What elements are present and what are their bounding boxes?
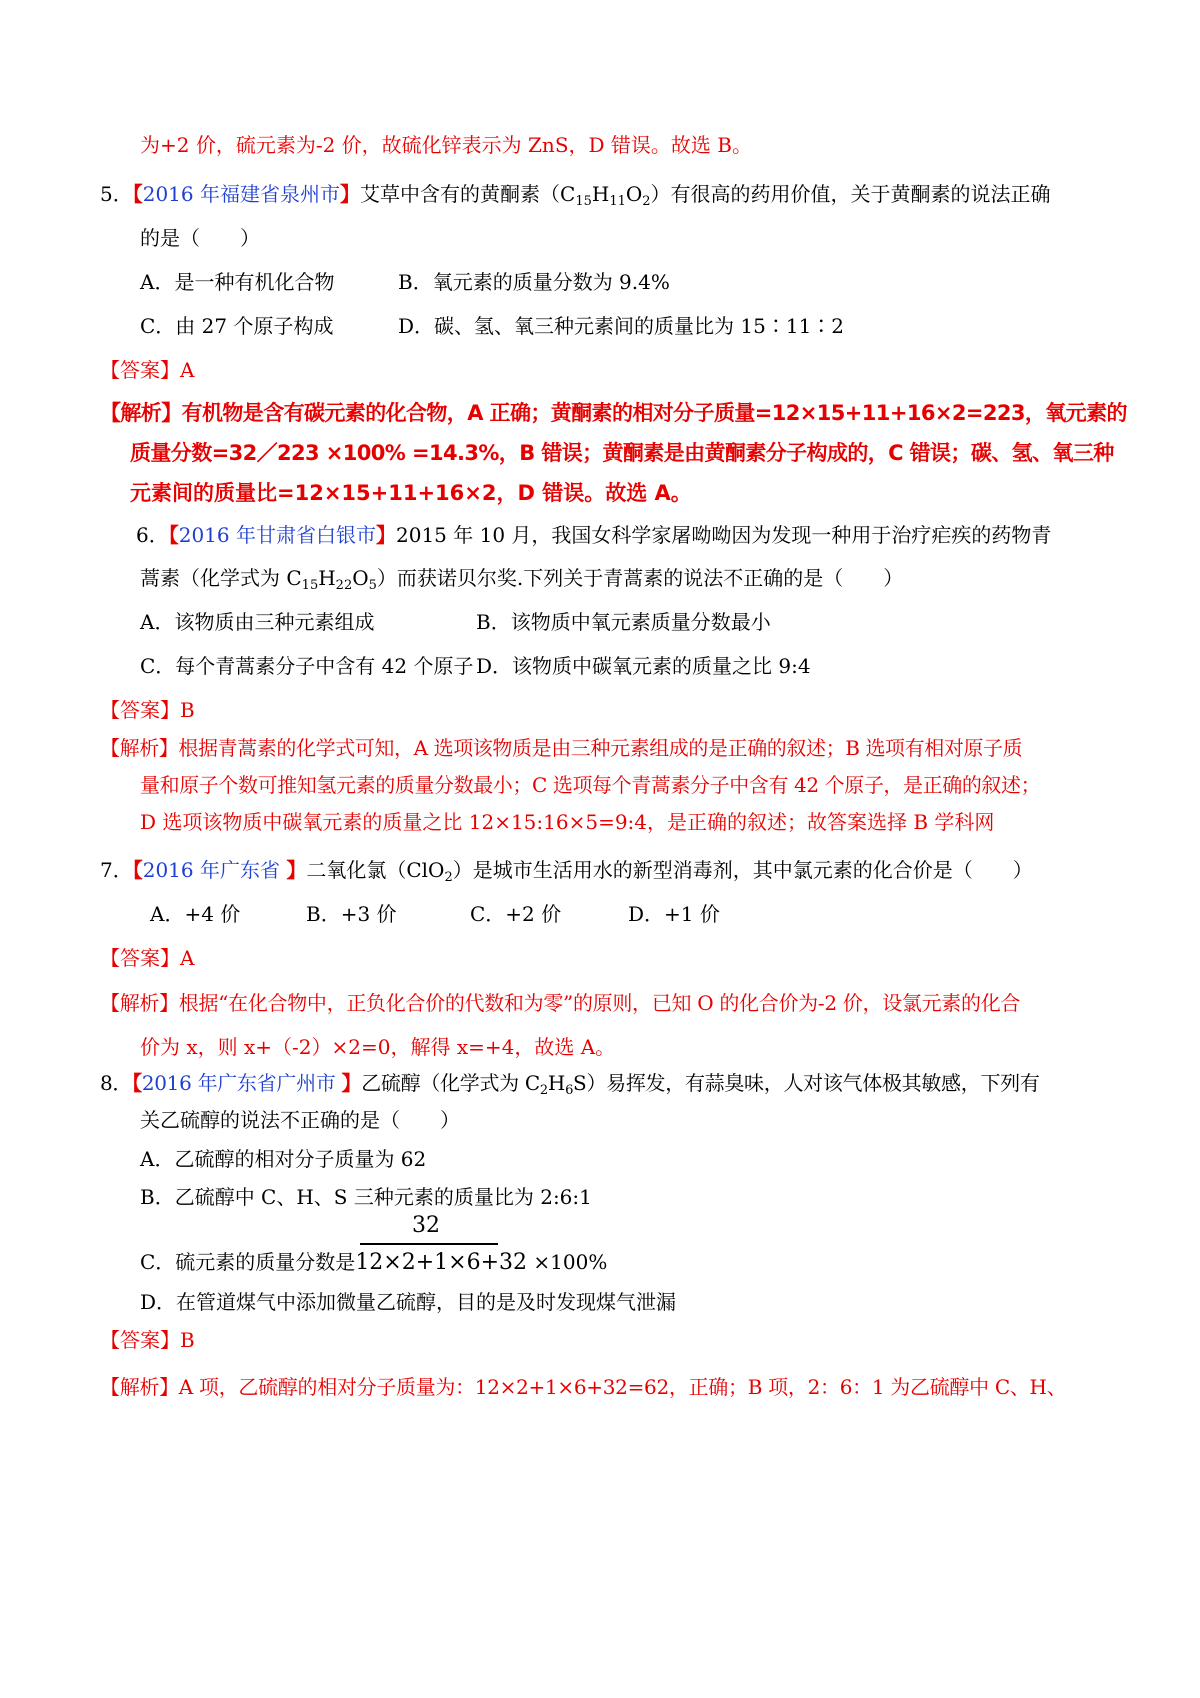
question-5-explanation-line-2: 质量分数=32／223 ×100% =14.3%，B 错误；黄酮素是由黄酮素分子构成的，C 错误；碳、氢、氧三种 [130, 441, 1114, 465]
subscript: 22 [335, 578, 353, 593]
question-6-option-c: C．每个青蒿素分子中含有 42 个原子 [140, 654, 474, 678]
question-source: 2016 年广东省广州市 [141, 1071, 342, 1095]
source-bracket-close: 】 [341, 1071, 362, 1095]
stem-text: H [547, 1071, 566, 1095]
fraction-bar [360, 1243, 498, 1245]
question-7-answer: 【答案】A [100, 946, 195, 970]
option-text: ×100% [527, 1250, 608, 1274]
question-6-explanation-line-2: 量和原子个数可推知氢元素的质量分数最小；C 选项每个青蒿素分子中含有 42 个原子，是正确的叙述； [140, 773, 1041, 797]
stem-text: 蒿素（化学式为 C [140, 566, 302, 590]
question-8-answer: 【答案】B [100, 1328, 195, 1352]
question-8-option-a: A．乙硫醇的相对分子质量为 62 [140, 1147, 427, 1171]
question-number: 6． [136, 523, 169, 547]
subscript: 15 [301, 578, 319, 593]
stem-text: 艾草中含有的黄酮素（C [360, 182, 576, 206]
question-8-stem [100, 1069, 1040, 1097]
question-6-option-d: D．该物质中碳氧元素的质量之比 9:4 [476, 654, 811, 678]
question-7-explanation-line-2: 价为 x，则 x+（-2）×2=0，解得 x=+4，故选 A。 [140, 1035, 616, 1059]
question-8-option-c [140, 1248, 607, 1277]
question-8-option-d: D．在管道煤气中添加微量乙硫醇，目的是及时发现煤气泄漏 [140, 1290, 677, 1314]
stem-text: H [591, 182, 610, 206]
question-5-stem-cont: 的是（ ） [140, 226, 260, 250]
question-source: 2016 年广东省 [142, 858, 287, 882]
question-number: 7． [100, 858, 133, 882]
subscript: 2 [444, 870, 453, 885]
option-text: C．硫元素的质量分数是 [140, 1250, 356, 1274]
subscript: 5 [368, 578, 377, 593]
subscript: 11 [609, 194, 626, 209]
question-7-option-b: B．+3 价 [306, 902, 397, 926]
source-bracket-close: 】 [340, 182, 360, 206]
question-6-answer: 【答案】B [100, 698, 195, 722]
stem-text: H [318, 566, 336, 590]
question-8-option-b: B．乙硫醇中 C、H、S 三种元素的质量比为 2:6:1 [140, 1185, 592, 1209]
stem-text: 二氧化氯（ClO [306, 858, 445, 882]
subscript: 2 [642, 194, 651, 209]
subscript: 15 [575, 194, 592, 209]
stem-text: ）而获诺贝尔奖.下列关于青蒿素的说法不正确的是（ ） [376, 566, 904, 590]
fraction-numerator: 32 [412, 1213, 440, 1238]
source-bracket-open: 【 [168, 523, 179, 547]
question-5-answer: 【答案】A [100, 358, 195, 382]
stem-text: ）有很高的药用价值，关于黄酮素的说法正确 [650, 182, 1051, 206]
stem-text: O [625, 182, 643, 206]
source-bracket-close: 】 [286, 858, 307, 882]
question-source: 2016 年福建省泉州市 [142, 182, 340, 206]
subscript: 2 [539, 1083, 548, 1098]
question-8-explanation-line-1: 【解析】A 项，乙硫醇的相对分子质量为：12×2+1×6+32=62，正确；B 项，2：6：1 为乙硫醇中 C、H、 [100, 1375, 1067, 1399]
question-8-stem-cont: 关乙硫醇的说法不正确的是（ ） [140, 1108, 460, 1132]
stem-text: S）易挥发，有蒜臭味，人对该气体极其敏感，下列有 [573, 1071, 1040, 1095]
question-7-option-d: D．+1 价 [628, 902, 720, 926]
fraction-denominator: 12×2+1×6+32 [355, 1250, 528, 1275]
question-7-explanation-line-1: 【解析】根据“在化合物中，正负化合价的代数和为零”的原则，已知 O 的化合价为-2 价，设氯元素的化合 [100, 991, 1021, 1015]
question-5-explanation-line-1: 【解析】有机物是含有碳元素的化合物，A 正确；黄酮素的相对分子质量=12×15+11+16×2=223，氧元素的 [100, 401, 1127, 425]
question-5-explanation-line-3: 元素间的质量比=12×15+11+16×2，D 错误。故选 A。 [130, 481, 692, 505]
question-6-explanation-line-1: 【解析】根据青蒿素的化学式可知，A 选项该物质是由三种元素组成的是正确的叙述；B 选项有相对原子质 [100, 736, 1023, 760]
question-6-explanation-line-3: D 选项该物质中碳氧元素的质量之比 12×15:16×5=9:4，是正确的叙述；故答案选择 B 学科网 [140, 810, 995, 834]
source-bracket-close: 】 [376, 523, 396, 547]
explanation-continuation: 为+2 价，硫元素为-2 价，故硫化锌表示为 ZnS，D 错误。故选 B。 [140, 133, 752, 157]
source-bracket-open: 【 [132, 182, 143, 206]
question-6-option-a: A．该物质由三种元素组成 [140, 610, 375, 634]
stem-text: O [352, 566, 369, 590]
question-6-option-b: B．该物质中氧元素质量分数最小 [476, 610, 771, 634]
question-5-option-c: C．由 27 个原子构成 [140, 314, 334, 338]
stem-text: 乙硫醇（化学式为 C [361, 1071, 540, 1095]
question-7-option-c: C．+2 价 [470, 902, 562, 926]
question-5-option-a: A．是一种有机化合物 [140, 270, 335, 294]
question-source: 2016 年甘肃省白银市 [178, 523, 376, 547]
question-5-option-b: B．氧元素的质量分数为 9.4% [398, 270, 670, 294]
source-bracket-open: 【 [132, 1071, 142, 1095]
question-number: 5． [100, 182, 133, 206]
source-bracket-open: 【 [132, 858, 143, 882]
subscript: 6 [565, 1083, 574, 1098]
question-7-option-a: A．+4 价 [150, 902, 241, 926]
question-6-stem-cont [140, 564, 903, 592]
question-6-stem [136, 521, 1051, 549]
question-5-stem [100, 180, 1051, 208]
stem-text: ）是城市生活用水的新型消毒剂，其中氯元素的化合价是（ ） [452, 858, 1033, 882]
stem-text: 2015 年 10 月，我国女科学家屠呦呦因为发现一种用于治疗疟疾的药物青 [396, 523, 1052, 547]
question-number: 8． [100, 1071, 133, 1095]
question-5-option-d: D．碳、氢、氧三种元素间的质量比为 15∶11∶2 [398, 314, 845, 338]
question-7-stem [100, 856, 1033, 884]
